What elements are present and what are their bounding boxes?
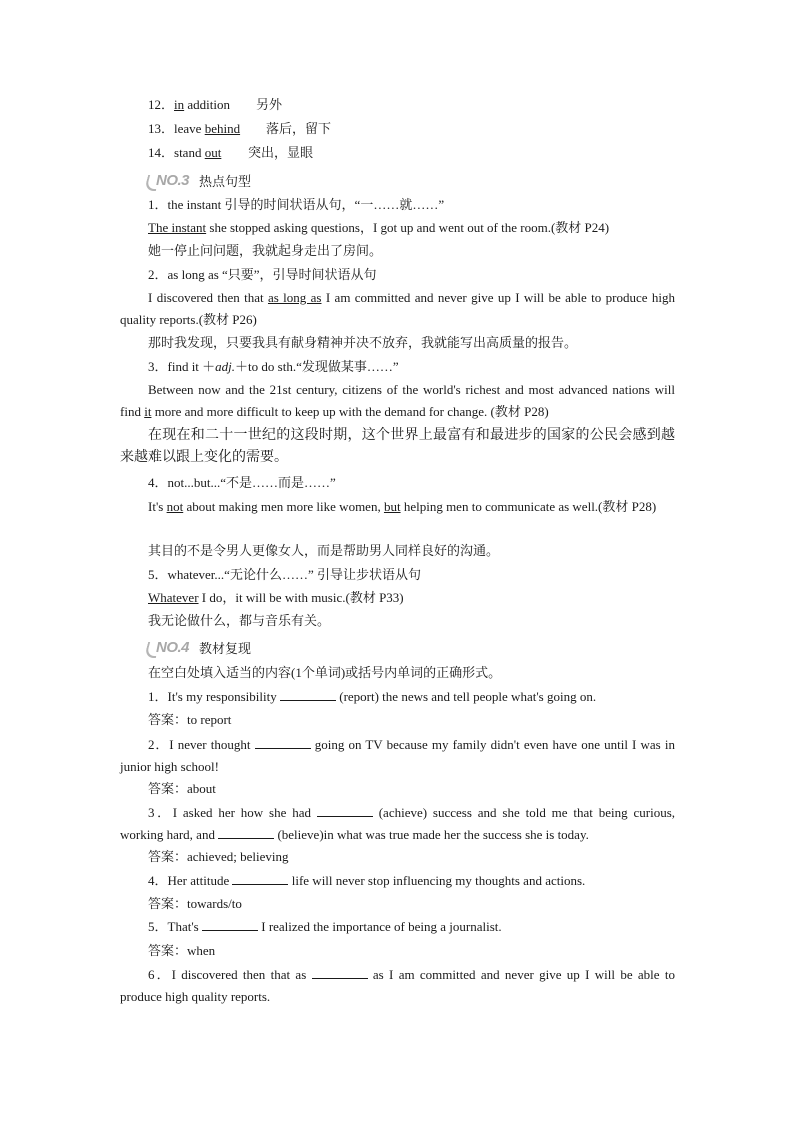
section-title: 热点句型 <box>199 173 252 189</box>
exercise-1-answer: 答案：to report <box>148 712 232 727</box>
answer-blank[interactable] <box>202 918 258 931</box>
pattern-5-translation: 我无论做什么，都与音乐有关。 <box>148 613 331 628</box>
exercise-instruction: 在空白处填入适当的内容(1个单词)或括号内单词的正确形式。 <box>148 665 502 680</box>
exercise-4: 4．Her attitude life will never stop influencing my thoughts and actions. <box>148 873 586 888</box>
section-header-no3 <box>150 170 251 190</box>
vocab-item-14: 14．stand out 突出，显眼 <box>148 145 314 160</box>
pattern-3-heading: 3．find it ＋adj.＋to do sth.“发现做某事……” <box>148 359 399 374</box>
exercise-6: 6．I discovered then that as as I am committed and never give up I will be able to produce high quality reports. <box>120 967 675 1004</box>
answer-blank[interactable] <box>218 826 274 839</box>
pattern-1-heading: 1．the instant 引导的时间状语从句，“一……就……” <box>148 197 445 212</box>
pattern-5-example: Whatever I do，it will be with music.(教材 P33) <box>148 590 404 605</box>
pattern-5-heading: 5．whatever...“无论什么……” 引导让步状语从句 <box>148 567 421 582</box>
exercise-4-answer: 答案：towards/to <box>148 896 242 911</box>
section-title: 教材复现 <box>199 640 252 656</box>
exercise-3-answer: 答案：achieved; believing <box>148 849 289 864</box>
answer-blank[interactable] <box>317 804 373 817</box>
pattern-4-heading: 4．not...but...“不是……而是……” <box>148 475 336 490</box>
pattern-3-translation: 在现在和二十一世纪的这段时期，这个世界上最富有和最进步的国家的公民会感到越来越难以跟上变化的需要。 <box>120 428 675 465</box>
pattern-2-example: I discovered then that as long as I am committed and never give up I will be able to produce high quality reports.(教材 P26) <box>120 290 675 327</box>
exercise-5-answer: 答案：when <box>148 943 216 958</box>
section-logo-no3: NO.3 <box>150 172 189 189</box>
vocab-item-13: 13．leave behind 落后，留下 <box>148 121 332 136</box>
pattern-2-heading: 2．as long as “只要”，引导时间状语从句 <box>148 267 377 282</box>
pattern-4-translation: 其目的不是令男人更像女人，而是帮助男人同样良好的沟通。 <box>148 543 500 558</box>
vocab-item-12: 12．in addition 另外 <box>148 97 283 112</box>
pattern-4-example: It's not about making men more like women, but helping men to communicate as well.(教材 P28) <box>148 499 657 514</box>
exercise-3: 3．I asked her how she had (achieve) success and she told me that being curious, working hard, and (believe)in what was true made her the success she is today. <box>120 805 676 842</box>
pattern-1-example: The instant she stopped asking questions，I got up and went out of the room.(教材 P24) <box>148 220 610 235</box>
pattern-1-translation: 她一停止问问题，我就起身走出了房间。 <box>148 243 383 258</box>
exercise-2: 2．I never thought going on TV because my family didn't even have one until I was in junior high school! <box>120 737 675 774</box>
pattern-2-translation: 那时我发现，只要我具有献身精神并决不放弃，我就能写出高质量的报告。 <box>148 335 578 350</box>
pattern-3-example: Between now and the 21st century, citizens of the world's richest and most advanced nations will find it more and more difficult to keep up with the demand for change. (教材 P28) <box>120 382 675 419</box>
section-header-no4 <box>150 637 251 657</box>
answer-blank[interactable] <box>232 872 288 885</box>
exercise-1: 1．It's my responsibility (report) the news and tell people what's going on. <box>148 689 597 704</box>
answer-blank[interactable] <box>280 688 336 701</box>
answer-blank[interactable] <box>255 736 311 749</box>
exercise-5: 5．That's I realized the importance of being a journalist. <box>148 919 502 934</box>
answer-blank[interactable] <box>312 966 368 979</box>
section-logo-no4: NO.4 <box>150 639 189 656</box>
exercise-2-answer: 答案：about <box>148 781 216 796</box>
